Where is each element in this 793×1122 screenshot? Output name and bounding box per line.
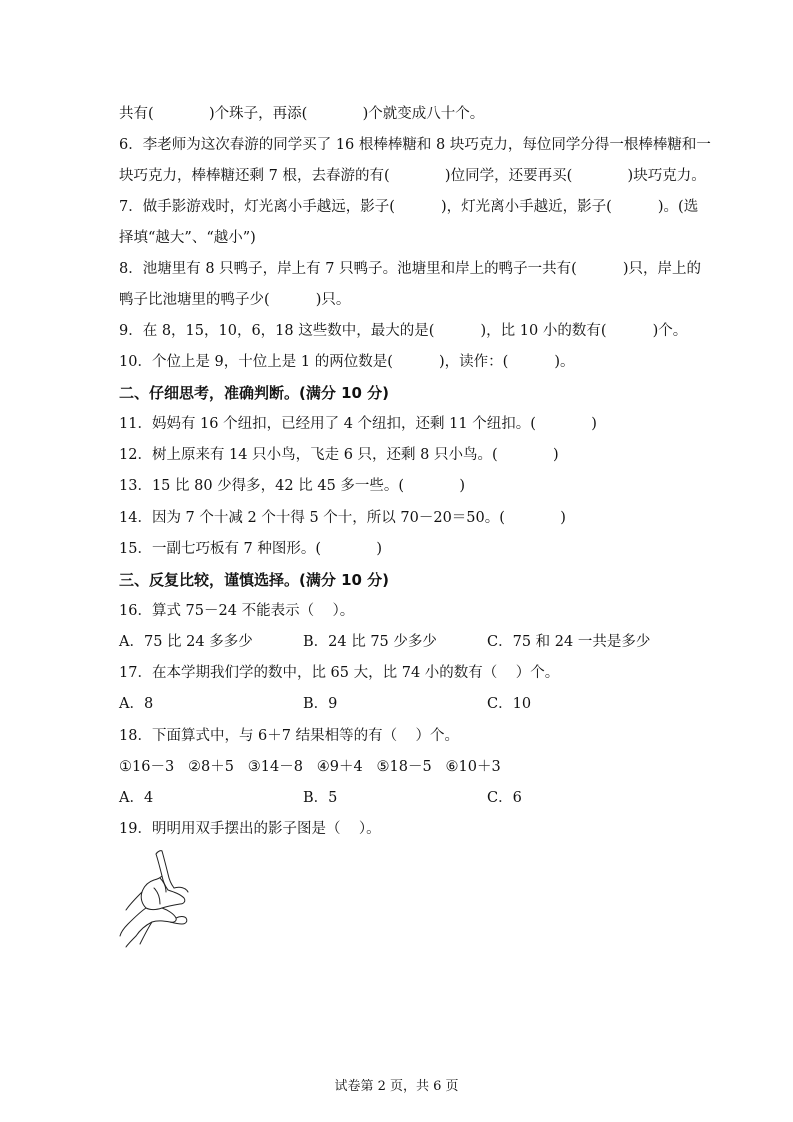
question-8-line-1: 8．池塘里有 8 只鸭子，岸上有 7 只鸭子。池塘里和岸上的鸭子一共有( )只，岸上的: [119, 261, 702, 277]
question-6-line-2: 块巧克力，棒棒糖还剩 7 根，去春游的有( )位同学，还要再买( )块巧克力。: [119, 168, 706, 184]
question-17-option-b: B．9: [303, 696, 338, 712]
question-19: 19．明明用双手摆出的影子图是（ ）。: [119, 821, 381, 837]
question-17-option-a: A．8: [119, 696, 154, 712]
section-2-heading: 二、仔细思考，准确判断。(满分 10 分): [119, 384, 390, 402]
question-15: 15．一副七巧板有 7 种图形。( ): [119, 541, 383, 557]
question-9: 9．在 8，15，10，6，18 这些数中，最大的是( )，比 10 小的数有( )个。: [119, 323, 688, 339]
question-11: 11．妈妈有 16 个纽扣，已经用了 4 个纽扣，还剩 11 个纽扣。( ): [119, 416, 597, 432]
question-18: 18．下面算式中，与 6＋7 结果相等的有（ ）个。: [119, 728, 460, 744]
question-18-option-c: C．6: [487, 790, 522, 806]
question-17-option-c: C．10: [487, 696, 532, 712]
question-12: 12．树上原来有 14 只小鸟，飞走 6 只，还剩 8 只小鸟。( ): [119, 447, 559, 463]
question-18-option-b: B．5: [303, 790, 338, 806]
question-16: 16．算式 75－24 不能表示（ ）。: [119, 603, 355, 619]
section-3-heading: 三、反复比较，谨慎选择。(满分 10 分): [119, 571, 390, 589]
question-8-line-2: 鸭子比池塘里的鸭子少( )只。: [119, 292, 351, 308]
question-7-line-1: 7．做手影游戏时，灯光离小手越远，影子( )，灯光离小手越近，影子( )。(选: [119, 199, 699, 215]
question-10: 10．个位上是 9，十位上是 1 的两位数是( )，读作：( )。: [119, 354, 575, 370]
question-16-option-b: B．24 比 75 少多少: [303, 634, 437, 650]
question-18-expression-list: ①16－3 ②8＋5 ③14－8 ④9＋4 ⑤18－5 ⑥10＋3: [119, 759, 501, 775]
question-17: 17．在本学期我们学的数中，比 65 大，比 74 小的数有（ ）个。: [119, 665, 560, 681]
question-16-option-a: A．75 比 24 多多少: [119, 634, 253, 650]
question-7-line-2: 择填“越大”、“越小”): [119, 230, 256, 246]
question-16-option-c: C．75 和 24 一共是多少: [487, 634, 651, 650]
question-5-continuation: 共有( )个珠子，再添( )个就变成八十个。: [119, 106, 485, 122]
question-13: 13．15 比 80 少得多，42 比 45 多一些。( ): [119, 478, 466, 494]
question-14: 14．因为 7 个十减 2 个十得 5 个十，所以 70－20＝50。( ): [119, 510, 566, 526]
question-18-option-a: A．4: [119, 790, 154, 806]
question-6-line-1: 6．李老师为这次春游的同学买了 16 根棒棒糖和 8 块巧克力，每位同学分得一根棒棒糖和一: [119, 137, 711, 153]
hand-shadow-figure: [116, 848, 192, 948]
page-footer: 试卷第 2 页，共 6 页: [334, 1079, 459, 1094]
